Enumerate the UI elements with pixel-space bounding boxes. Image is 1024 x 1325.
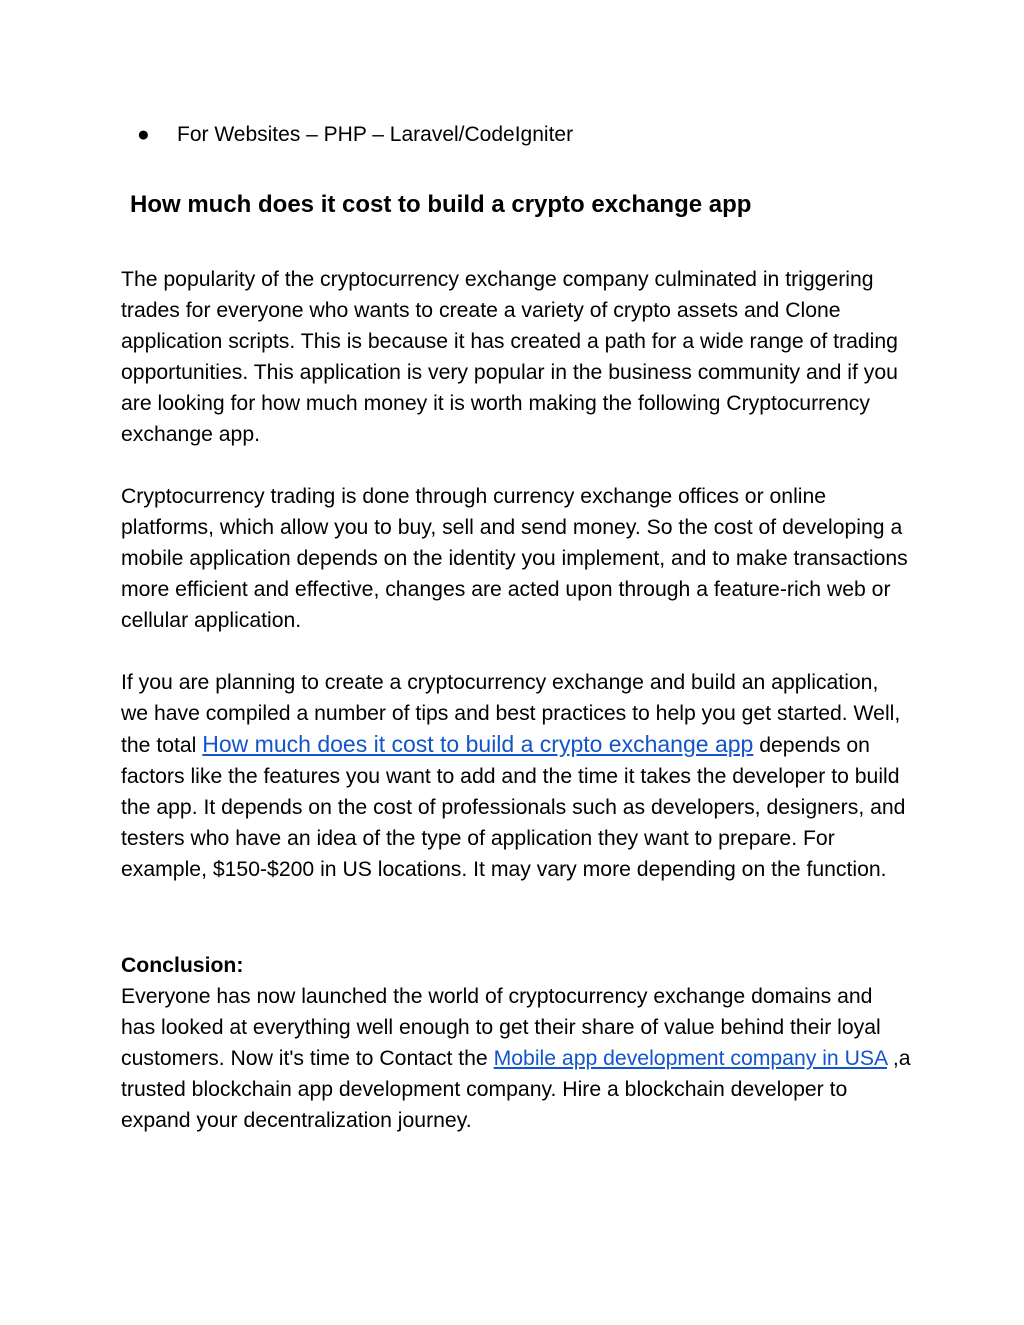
bullet-item: [137, 120, 573, 150]
paragraph-planning-text-before: If you are planning to create a cryptocurrency exchange and build an application, we have compiled a number of tips and best practices to help you get started. Well, the total: [121, 671, 901, 757]
bullet-icon: ●: [137, 123, 150, 146]
conclusion-title: Conclusion:: [121, 954, 244, 977]
paragraph-planning: [121, 667, 911, 885]
mobile-app-company-link[interactable]: Mobile app development company in USA: [493, 1047, 887, 1070]
section-heading: How much does it cost to build a crypto exchange app: [130, 191, 752, 218]
bullet-text: For Websites – PHP – Laravel/CodeIgniter: [177, 123, 574, 146]
conclusion-section: [121, 950, 911, 1136]
conclusion-text-after: ,a trusted blockchain app development company. Hire a blockchain developer to expand your decentralization journey.: [121, 1047, 911, 1132]
paragraph-popularity: The popularity of the cryptocurrency exchange company culminated in triggering trades for everyone who wants to create a variety of crypto assets and Clone application scripts. This is because it has created a path for a wide range of trading opportunities. This application is very popular in the business community and if you are looking for how much money it is worth making the following Cryptocurrency exchange app.: [121, 268, 898, 446]
paragraph-planning-text-after: depends on factors like the features you want to add and the time it takes the developer to build the app. It depends on the cost of professionals such as developers, designers, and testers who have an idea of the type of application they want to prepare. For example, $150-$200 in US locations. It may vary more depending on the function.: [121, 734, 906, 881]
paragraph-trading: Cryptocurrency trading is done through currency exchange offices or online platforms, which allow you to buy, sell and send money. So the cost of developing a mobile application depends on the identity you implement, and to make transactions more efficient and effective, changes are acted upon through a feature-rich web or cellular application.: [121, 485, 908, 632]
conclusion-text-before: Everyone has now launched the world of cryptocurrency exchange domains and has looked at everything well enough to get their share of value behind their loyal customers. Now it's time to Contact the: [121, 985, 881, 1070]
cost-article-link[interactable]: How much does it cost to build a crypto exchange app: [202, 731, 754, 757]
